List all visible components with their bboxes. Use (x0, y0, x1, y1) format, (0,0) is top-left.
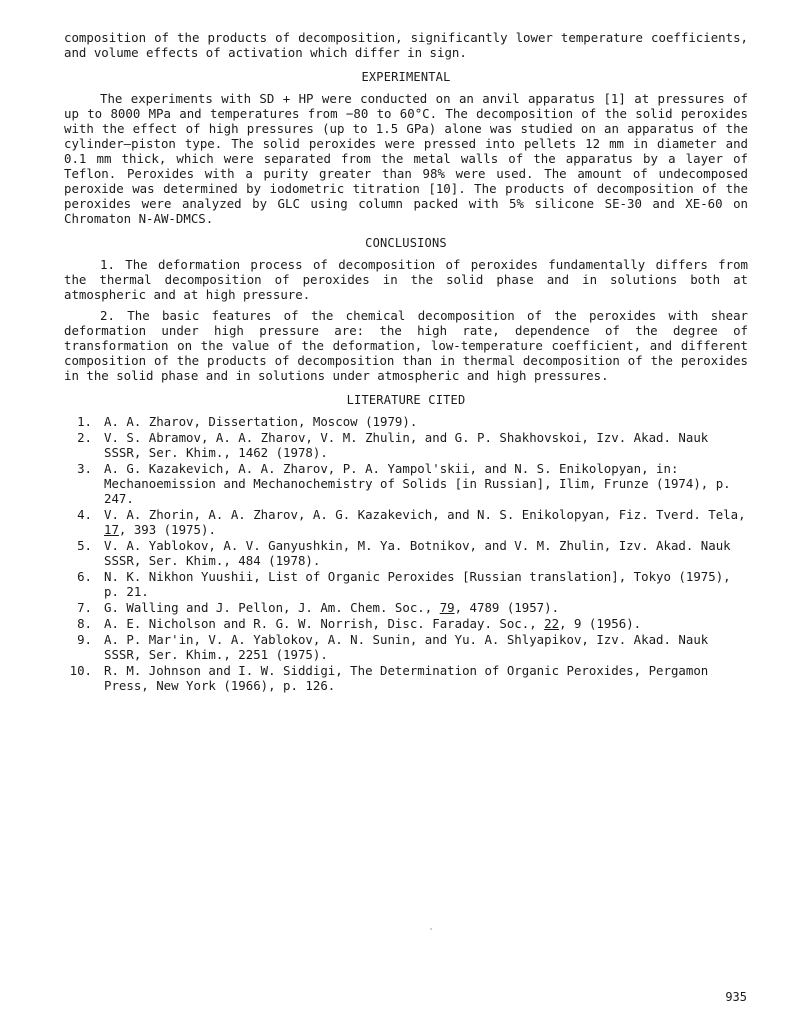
reference-item (64, 461, 748, 506)
conclusions-block (64, 257, 748, 383)
experimental-block (64, 91, 748, 226)
reference-text: V. A. Yablokov, A. V. Ganyushkin, M. Ya. Botnikov, and V. M. Zhulin, Izv. Akad. Nauk SSSR, Ser. Khim., 484 (1978). (104, 538, 731, 568)
scan-speck (430, 928, 432, 930)
reference-volume: 79 (439, 600, 455, 615)
reference-number: 4. (77, 507, 92, 522)
reference-item (64, 507, 748, 537)
page-body (64, 30, 748, 694)
reference-text: A. E. Nicholson and R. G. W. Norrish, Disc. Faraday. Soc., (104, 616, 545, 631)
reference-number: 5. (77, 538, 92, 553)
reference-number: 9. (77, 632, 92, 647)
intro-block (64, 30, 748, 60)
experimental-paragraph: The experiments with SD + HP were conducted on an anvil apparatus [1] at pressures of up to 8000 MPa and temperatures from −80 to 60°C. The decomposition of the solid peroxides with the effect of high pressures (up to 1.5 GPa) alone was studied on an apparatus of the cylinder–piston type. The solid peroxides were pressed into pellets 12 mm in diameter and 0.1 mm thick, which were separated from the metal walls of the apparatus by a layer of Teflon. Peroxides with a purity greater than 98% were used. The amount of undecomposed peroxide was determined by iodometric titration [10]. The products of decomposition of the peroxides were analyzed by GLC using column packed with 5% silicone SE-30 and XE-60 on Chromaton N-AW-DMCS. (64, 91, 748, 226)
reference-text: A. G. Kazakevich, A. A. Zharov, P. A. Yampol'skii, and N. S. Enikolopyan, in: Mechanoemission and Mechanochemistry of Solids [in Russian], Ilim, Frunze (1974), p. 247. (104, 461, 731, 506)
reference-number: 8. (77, 616, 92, 631)
reference-item (64, 569, 748, 599)
reference-item (64, 632, 748, 662)
reference-text: N. K. Nikhon Yuushii, List of Organic Peroxides [Russian translation], Tokyo (1975), p. 21. (104, 569, 731, 599)
reference-item (64, 663, 748, 693)
experimental-heading: EXPERIMENTAL (361, 70, 451, 84)
reference-item (64, 616, 748, 631)
reference-text-end: , 9 (1956). (559, 616, 642, 631)
reference-number: 10. (69, 663, 92, 678)
reference-number: 7. (77, 600, 92, 615)
reference-number: 1. (77, 414, 92, 429)
reference-list (64, 414, 748, 693)
reference-text-end: , 4789 (1957). (454, 600, 560, 615)
reference-text: V. S. Abramov, A. A. Zharov, V. M. Zhulin, and G. P. Shakhovskoi, Izv. Akad. Nauk SSSR, Ser. Khim., 1462 (1978). (104, 430, 709, 460)
reference-text: V. A. Zhorin, A. A. Zharov, A. G. Kazakevich, and N. S. Enikolopyan, Fiz. Tverd. Tela, (104, 507, 746, 522)
reference-number: 2. (77, 430, 92, 445)
reference-volume: 17 (104, 522, 119, 537)
reference-volume: 22 (544, 616, 560, 631)
literature-heading: LITERATURE CITED (346, 393, 466, 407)
intro-paragraph: composition of the products of decomposition, significantly lower temperature coefficients, and volume effects of activation which differ in sign. (64, 30, 748, 60)
reference-text: A. P. Mar'in, V. A. Yablokov, A. N. Sunin, and Yu. A. Shlyapikov, Izv. Akad. Nauk SSSR, Ser. Khim., 2251 (1975). (104, 632, 709, 662)
conclusion-item-2: 2. The basic features of the chemical decomposition of the peroxides with shear deformation under high pressure are: the high rate, dependence of the degree of transformation on the value of the deformation, low-temperature coefficient, and different composition of the products of decomposition than in thermal decomposition of the peroxides in the solid phase and in solutions under atmospheric and high pressures. (64, 308, 748, 383)
page-number: 935 (725, 990, 747, 1004)
reference-text-end: , 393 (1975). (118, 522, 216, 537)
reference-text: R. M. Johnson and I. W. Siddigi, The Determination of Organic Peroxides, Pergamon Press, New York (1966), p. 126. (104, 663, 709, 693)
reference-item (64, 414, 748, 429)
reference-number: 6. (77, 569, 92, 584)
reference-text: A. A. Zharov, Dissertation, Moscow (1979). (104, 414, 418, 429)
conclusion-item-1: 1. The deformation process of decomposition of peroxides fundamentally differs from the thermal decomposition of peroxides in the solid phase and in solutions both at atmospheric and at high pressure. (64, 257, 748, 302)
reference-item (64, 600, 748, 615)
reference-item (64, 430, 748, 460)
reference-text: G. Walling and J. Pellon, J. Am. Chem. Soc., (104, 600, 440, 615)
reference-number: 3. (77, 461, 92, 476)
reference-item (64, 538, 748, 568)
conclusions-heading: CONCLUSIONS (365, 236, 447, 250)
